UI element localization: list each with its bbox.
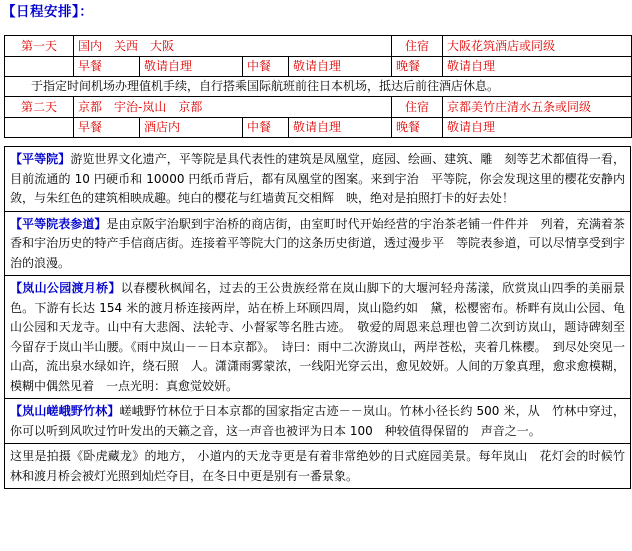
attraction-row xyxy=(5,276,631,399)
breakfast-label: 早餐 xyxy=(74,118,140,138)
attraction-description: 以春樱秋枫闻名，过去的王公贵族经常在岚山脚下的大堰河轻舟荡漾，欣赏岚山四季的美丽景色。下游有长达 154 米的渡月桥连接两岸，站在桥上环顾四周，岚山隐约如 黛，松樱密布。桥畔有岚山公园、龟山公园和天龙寺。山中有大悲阁、法轮寺、小督冢等名胜古迹。 敬爱的周恩来总理也曾二次到访岚山，题诗碑刻至今留存于岚山半山腰。《雨中岚山－－日本京都》。 诗曰：雨中二次游岚山，两岸苍松，夹着几株樱。 到尽处突见一山高，流出泉水绿如许，绕石照 人。潇潇雨雾蒙浓，一线阳光穿云出，愈见姣妍。人间的万象真理，愈求愈模糊，模糊中偶然见着 一点光明：真愈觉姣妍。 xyxy=(10,281,625,393)
day-route: 国内 关西 大阪 xyxy=(74,36,392,57)
attraction-description: 游览世界文化遗产，平等院是具代表性的建筑是凤凰堂，庭园、绘画、建筑、雕 刻等艺术都值得一看， 目前流通的 10 円硬币和 10000 円纸币背后，都有凤凰堂的图案。来到宇治 平等院，你会发现这里的樱花安静内敛，与朱红色的建筑相映成趣。纯白的樱花与红墙黄瓦交相辉 映，绝对是拍照打卡的好去处！ xyxy=(10,152,625,205)
lunch-value: 敬请自理 xyxy=(289,57,392,77)
hotel-name: 京都美竹庄清水五条或同级 xyxy=(443,97,632,118)
dinner-value: 敬请自理 xyxy=(443,57,632,77)
attraction-cell xyxy=(5,147,631,212)
attractions-table xyxy=(4,146,631,489)
attraction-name: 【平等院】 xyxy=(10,152,71,166)
attraction-description: 是由京阪宇治駅到宇治桥的商店街，由室町时代开始经营的宇治茶老铺一件件并 列着，充满着茶香和宇治历史的特产手信商店街。连接着平等院大门的这条历史街道，透过漫步平 等院表参道，可以尽情享受到宇治的浪漫。 xyxy=(10,216,625,270)
day-1-note-row xyxy=(5,77,632,97)
day-1-meals-row xyxy=(5,57,632,77)
meal-spacer xyxy=(5,57,74,77)
schedule-heading: 【日程安排】： xyxy=(2,4,94,20)
hotel-name: 大阪花筑酒店或同级 xyxy=(443,36,632,57)
dinner-value: 敬请自理 xyxy=(443,118,632,138)
itinerary-table xyxy=(4,35,632,138)
breakfast-label: 早餐 xyxy=(74,57,140,77)
attraction-row xyxy=(5,444,631,489)
lunch-value: 敬请自理 xyxy=(289,118,392,138)
breakfast-value: 酒店内 xyxy=(140,118,243,138)
attraction-cell xyxy=(5,211,631,276)
attraction-description: 嵯峨野竹林位于日本京都的国家指定古迹－－岚山。竹林小径长约 500 米，从 竹林中穿过，你可以听到风吹过竹叶发出的天籁之音，这一声音也被评为日本 100 种较值得保留的 声音之一。 xyxy=(10,404,625,438)
attraction-description: 这里是拍摄《卧虎藏龙》的地方， 小道内的天龙寺更是有着非常绝妙的日式庭园美景。每年岚山 花灯会的时候竹林和渡月桥会被灯光照到灿烂夺目，在冬日中更是别有一番景象。 xyxy=(10,449,625,483)
meal-spacer xyxy=(5,118,74,138)
breakfast-value: 敬请自理 xyxy=(140,57,243,77)
attraction-name: 【岚山公园渡月桥】 xyxy=(10,281,121,295)
day-label: 第一天 xyxy=(5,36,74,57)
attraction-cell xyxy=(5,399,631,444)
attraction-row xyxy=(5,399,631,444)
attraction-cell xyxy=(5,444,631,489)
dinner-label: 晚餐 xyxy=(392,118,443,138)
day-route: 京都 宇治-岚山 京都 xyxy=(74,97,392,118)
attraction-name: 【平等院表参道】 xyxy=(10,216,107,231)
day-1-header-row xyxy=(5,36,632,57)
day-label: 第二天 xyxy=(5,97,74,118)
day-2-meals-row xyxy=(5,118,632,138)
day-2-header-row xyxy=(5,97,632,118)
attraction-cell xyxy=(5,276,631,399)
dinner-label: 晚餐 xyxy=(392,57,443,77)
hotel-label: 住宿 xyxy=(392,97,443,118)
attraction-row xyxy=(5,147,631,212)
day-note: 于指定时间机场办理值机手续，自行搭乘国际航班前往日本机场，抵达后前往酒店休息。 xyxy=(5,77,632,97)
lunch-label: 中餐 xyxy=(243,118,289,138)
hotel-label: 住宿 xyxy=(392,36,443,57)
attraction-row xyxy=(5,211,631,276)
lunch-label: 中餐 xyxy=(243,57,289,77)
attraction-name: 【岚山嵯峨野竹林】 xyxy=(10,404,120,418)
